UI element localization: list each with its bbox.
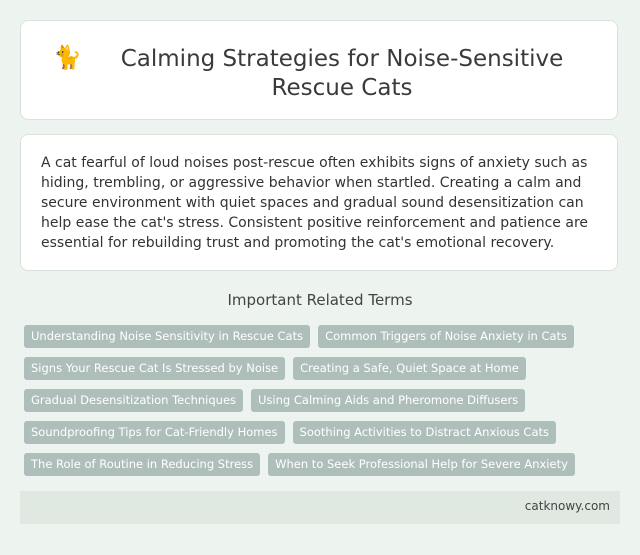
header-card xyxy=(20,20,618,120)
description-text: A cat fearful of loud noises post-rescue often exhibits signs of anxiety such as hiding, trembling, or aggressive behavior when startled. Creating a calm and secure environment with quiet spaces and gradual sound desensitization can help ease the cat's stress. Consistent positive reinforcement and patience are essential for rebuilding trust and promoting the cat's emotional recovery. xyxy=(41,155,589,251)
related-term-tag[interactable]: Soothing Activities to Distract Anxious Cats xyxy=(293,421,556,444)
footer-bar xyxy=(20,491,620,524)
related-term-tag[interactable]: Soundproofing Tips for Cat-Friendly Homes xyxy=(24,421,285,444)
related-term-tag[interactable]: Common Triggers of Noise Anxiety in Cats xyxy=(318,325,574,348)
page-title: Calming Strategies for Noise-Sensitive Rescue Cats xyxy=(120,46,564,101)
related-term-tag[interactable]: Using Calming Aids and Pheromone Diffusers xyxy=(251,389,525,412)
related-terms-list xyxy=(24,325,620,476)
cat-icon: 🐈 xyxy=(53,45,82,71)
related-terms-heading: Important Related Terms xyxy=(227,291,413,309)
related-term-tag[interactable]: Understanding Noise Sensitivity in Rescue Cats xyxy=(24,325,310,348)
related-term-tag[interactable]: Signs Your Rescue Cat Is Stressed by Noise xyxy=(24,357,285,380)
related-term-tag[interactable]: When to Seek Professional Help for Severe Anxiety xyxy=(268,453,575,476)
related-term-tag[interactable]: The Role of Routine in Reducing Stress xyxy=(24,453,260,476)
related-term-tag[interactable]: Gradual Desensitization Techniques xyxy=(24,389,243,412)
site-link[interactable]: catknowy.com xyxy=(524,499,610,513)
related-term-tag[interactable]: Creating a Safe, Quiet Space at Home xyxy=(293,357,526,380)
description-card xyxy=(20,134,618,271)
